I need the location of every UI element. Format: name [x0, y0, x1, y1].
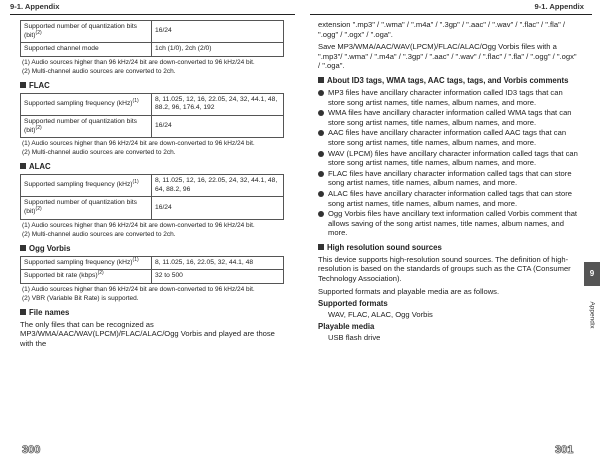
bullet-icon	[318, 171, 324, 177]
table-row: Supported sampling frequency (kHz)$^{(1)}$ 8, 11.025, 12, 16, 22.05, 24, 32, 44.1, 48, 64, 88.2, 96	[21, 175, 284, 197]
note: (1) Audio sources higher than 96 kHz/24 bit are down-converted to 96 kHz/24 bit.	[22, 285, 255, 293]
file-names-heading: File names	[20, 308, 290, 317]
table-row: Supported bit rate (kbps)$^{(2)}$ 32 to 500	[21, 270, 284, 284]
square-bullet-icon	[20, 82, 26, 88]
header-rule-left	[10, 14, 295, 15]
list-item: MP3 files have ancillary character information called ID3 tags that can store song artist names, title names, album names, and more.	[318, 88, 580, 107]
note: (1) Audio sources higher than 96 kHz/24 bit are down-converted to 96 kHz/24 bit.	[22, 221, 255, 229]
tag-bullet-list	[318, 88, 580, 238]
flac-spec-table	[20, 93, 284, 138]
list-item: WAV (LPCM) files have ancillary character information called tags that can store song artist names, title names, album names, and more.	[318, 149, 580, 168]
table-row: Supported number of quantization bits (bit)$^{(2)}$ 16/24	[21, 21, 284, 43]
top-spec-table	[20, 20, 284, 57]
note: (2) Multi-channel audio sources are converted to 2ch.	[22, 67, 176, 75]
top-notes	[22, 59, 290, 76]
square-bullet-icon	[318, 244, 324, 250]
formats-value: WAV, FLAC, ALAC, Ogg Vorbis	[328, 310, 433, 320]
square-bullet-icon	[20, 309, 26, 315]
table-row: Supported number of quantization bits (bit)$^{(2)}$ 16/24	[21, 115, 284, 137]
header-left: 9-1. Appendix	[10, 2, 60, 11]
ogg-spec-table	[20, 256, 284, 284]
alac-notes	[22, 222, 290, 239]
extension-paragraph: extension ".mp3" / ".wma" / ".m4a" / ".3gp" / ".aac" / ".wav" / ".flac" / ".fla" / ".ogg" / ".ogx" / ".oga".	[318, 20, 565, 39]
hires-paragraph: This device supports high-resolution sound sources. The definition of high-resolution is based on the standards of groups such as the CTA (Consumer Technology Association).	[318, 254, 571, 284]
bullet-icon	[318, 151, 324, 157]
hires-formats-intro: Supported formats and playable media are as follows.	[318, 286, 500, 296]
bullet-icon	[318, 211, 324, 217]
header-rule-right	[310, 14, 592, 15]
list-item: AAC files have ancillary character information called AAC tags that can store song artist names, title names, album names, and more.	[318, 128, 580, 147]
list-item: ALAC files have ancillary character information called tags that can store song artist names, title names, album names, and more.	[318, 189, 580, 208]
flac-notes	[22, 140, 290, 157]
hires-heading: High resolution sound sources	[318, 243, 580, 252]
bullet-icon	[318, 191, 324, 197]
table-row: Supported channel mode 1ch (1/0), 2ch (2/0)	[21, 43, 284, 57]
file-names-text: The only files that can be recognized as MP3/WMA/AAC/WAV(LPCM)/FLAC/ALAC/Ogg Vorbis and played are those with the	[20, 319, 275, 348]
table-row: Supported sampling frequency (kHz)$^{(1)}$ 8, 11.025, 12, 16, 22.05, 24, 32, 44.1, 48, 88.2, 96, 176.4, 192	[21, 93, 284, 115]
bullet-icon	[318, 90, 324, 96]
chapter-side-label: Appendix	[588, 301, 596, 329]
square-bullet-icon	[20, 245, 26, 251]
page-number-left: 300	[22, 444, 41, 456]
square-bullet-icon	[318, 77, 324, 83]
formats-label: Supported formats	[318, 299, 388, 309]
note: (1) Audio sources higher than 96 kHz/24 bit are down-converted to 96 kHz/24 bit.	[22, 140, 255, 148]
list-item: FLAC files have ancillary character information called tags that can store song artist names, title names, album names, and more.	[318, 169, 580, 188]
right-column	[318, 20, 580, 345]
save-paragraph: Save MP3/WMA/AAC/WAV(LPCM)/FLAC/ALAC/Ogg Vorbis files with a ".mp3"/ ".wma" / ".m4a" / ".3gp" / ".aac" / ".wav" / ".flac" / ".fla" / ".ogg" / ".ogx" / ".oga".	[318, 42, 577, 71]
note: (2) VBR (Variable Bit Rate) is supported.	[22, 294, 139, 302]
note: (1) Audio sources higher than 96 kHz/24 bit are down-converted to 96 kHz/24 bit.	[22, 58, 255, 66]
bullet-icon	[318, 110, 324, 116]
ogg-notes	[22, 286, 290, 303]
left-column	[20, 20, 290, 352]
id3-heading: About ID3 tags, WMA tags, AAC tags, tags, and Vorbis comments	[318, 76, 580, 85]
alac-heading: ALAC	[20, 162, 290, 171]
chapter-tab: 9	[584, 262, 600, 286]
list-item: WMA files have ancillary character information called WMA tags that can store song artist names, title names, album names, and more.	[318, 108, 580, 127]
flac-heading: FLAC	[20, 81, 290, 90]
media-value: USB flash drive	[328, 333, 381, 343]
table-row: Supported number of quantization bits (bit)$^{(2)}$ 16/24	[21, 197, 284, 219]
header-right: 9-1. Appendix	[534, 2, 584, 11]
note: (2) Multi-channel audio sources are converted to 2ch.	[22, 230, 176, 238]
square-bullet-icon	[20, 163, 26, 169]
table-row: Supported sampling frequency (kHz)$^{(1)}$ 8, 11.025, 16, 22.05, 32, 44.1, 48	[21, 256, 284, 270]
page-number-right: 301	[555, 444, 574, 456]
list-item: Ogg Vorbis files have ancillary text information called Vorbis comment that allows saving of the song artist names, title names, album names, and more.	[318, 209, 580, 238]
alac-spec-table	[20, 174, 284, 219]
ogg-heading: Ogg Vorbis	[20, 244, 290, 253]
note: (2) Multi-channel audio sources are converted to 2ch.	[22, 149, 176, 157]
bullet-icon	[318, 130, 324, 136]
media-label: Playable media	[318, 322, 375, 332]
